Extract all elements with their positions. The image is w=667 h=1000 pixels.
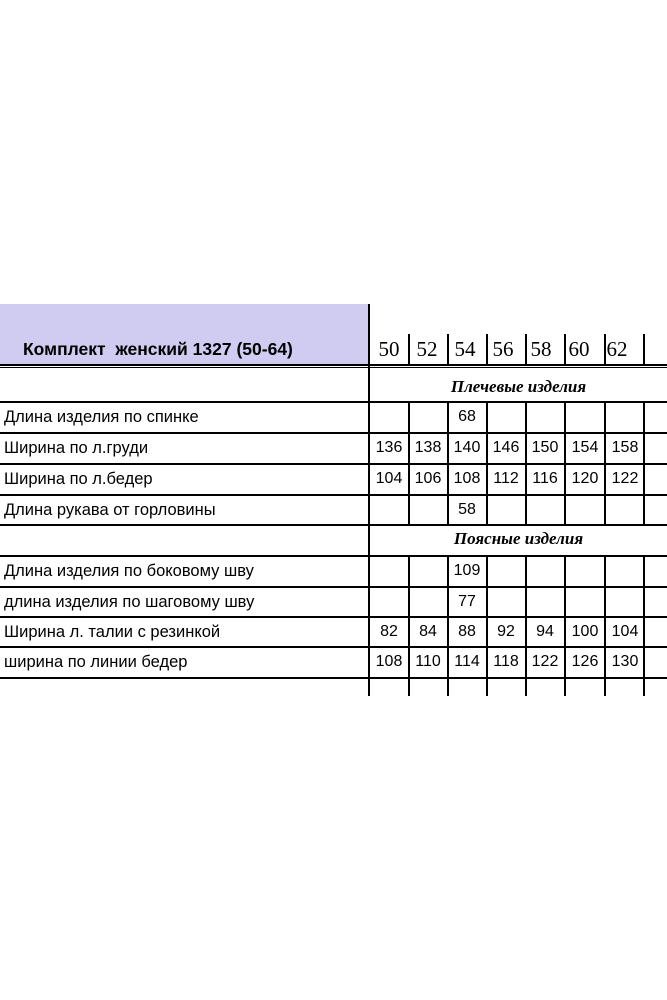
row-value: 116 bbox=[532, 470, 558, 487]
header-bottom-line bbox=[0, 364, 667, 366]
row-value bbox=[606, 556, 644, 586]
row-label: Длина изделия по спинке bbox=[4, 407, 199, 426]
grid-line bbox=[0, 494, 667, 496]
section-title-lower: Поясные изделия bbox=[453, 529, 584, 548]
row-label: длина изделия по шаговому шву bbox=[4, 592, 255, 611]
grid-line-v bbox=[564, 401, 566, 524]
grid-line bbox=[0, 586, 667, 588]
grid-line-v bbox=[408, 555, 410, 696]
grid-line-v bbox=[447, 555, 449, 696]
grid-line-v bbox=[525, 555, 527, 696]
row-value: 118 bbox=[493, 653, 519, 670]
row-value bbox=[566, 402, 604, 432]
row-value: 77 bbox=[458, 593, 476, 610]
row-value bbox=[409, 402, 447, 432]
grid-line bbox=[0, 616, 667, 618]
table-row bbox=[0, 433, 667, 463]
row-value: 158 bbox=[611, 439, 639, 456]
row-label: ширина по линии бедер bbox=[4, 652, 188, 671]
row-label: Ширина по л.бедер bbox=[4, 469, 153, 488]
row-value: 104 bbox=[375, 470, 403, 487]
grid-line-v bbox=[447, 401, 449, 524]
row-value bbox=[370, 495, 408, 525]
row-value: 114 bbox=[454, 653, 480, 670]
row-value: 122 bbox=[531, 653, 559, 670]
row-value: 136 bbox=[375, 439, 403, 456]
row-value: 112 bbox=[493, 470, 519, 487]
row-value: 126 bbox=[571, 653, 599, 670]
chart-title: Комплект женский 1327 (50-64) bbox=[23, 339, 293, 359]
row-value: 120 bbox=[571, 470, 599, 487]
table-row bbox=[0, 617, 667, 647]
row-value bbox=[487, 495, 525, 525]
row-value: 58 bbox=[458, 501, 476, 518]
row-value bbox=[566, 556, 604, 586]
row-value bbox=[487, 556, 525, 586]
table-row bbox=[0, 402, 667, 432]
row-value: 82 bbox=[380, 623, 398, 640]
row-value bbox=[526, 556, 564, 586]
row-value: 130 bbox=[611, 653, 639, 670]
table-row bbox=[0, 464, 667, 494]
row-value: 110 bbox=[415, 653, 441, 670]
row-value bbox=[409, 495, 447, 525]
grid-line-v bbox=[564, 334, 566, 364]
row-value: 84 bbox=[419, 623, 437, 640]
row-value bbox=[370, 556, 408, 586]
grid-line-v bbox=[486, 401, 488, 524]
grid-line-v bbox=[486, 334, 488, 364]
table-row bbox=[0, 647, 667, 677]
size-header: 56 bbox=[492, 336, 514, 361]
row-value: 140 bbox=[453, 439, 481, 456]
row-label: Ширина л. талии с резинкой bbox=[4, 622, 221, 641]
row-value bbox=[566, 495, 604, 525]
grid-line-v bbox=[447, 334, 449, 364]
table-row bbox=[0, 587, 667, 617]
size-header: 62 bbox=[606, 336, 628, 361]
row-label: Длина изделия по боковому шву bbox=[4, 561, 254, 580]
grid-line-v bbox=[486, 555, 488, 696]
grid-line-v bbox=[604, 555, 606, 696]
row-value: 92 bbox=[497, 623, 515, 640]
row-value bbox=[526, 495, 564, 525]
row-value: 138 bbox=[414, 439, 442, 456]
row-value: 104 bbox=[611, 623, 639, 640]
grid-line-v bbox=[564, 555, 566, 696]
grid-line-v bbox=[604, 401, 606, 524]
size-header: 58 bbox=[530, 336, 552, 361]
grid-line bbox=[0, 555, 667, 557]
row-value bbox=[606, 587, 644, 617]
grid-line bbox=[0, 646, 667, 648]
row-label: Длина рукава от горловины bbox=[4, 500, 216, 519]
row-value: 146 bbox=[492, 439, 520, 456]
table-row bbox=[0, 556, 667, 586]
size-header: 50 bbox=[378, 336, 400, 361]
row-value: 150 bbox=[531, 439, 559, 456]
grid-line-v bbox=[408, 334, 410, 364]
row-value: 88 bbox=[458, 623, 476, 640]
row-value: 68 bbox=[458, 408, 476, 425]
grid-line-v bbox=[525, 334, 527, 364]
grid-line-v bbox=[643, 401, 645, 524]
row-value: 94 bbox=[536, 623, 554, 640]
grid-line bbox=[0, 677, 667, 679]
row-value bbox=[370, 402, 408, 432]
row-value bbox=[487, 587, 525, 617]
row-value bbox=[409, 587, 447, 617]
row-value: 108 bbox=[375, 653, 403, 670]
row-value: 109 bbox=[453, 562, 481, 579]
grid-line-v bbox=[604, 334, 606, 364]
size-header: 54 bbox=[454, 336, 476, 361]
grid-line-v bbox=[525, 401, 527, 524]
row-value: 154 bbox=[571, 439, 599, 456]
grid-line bbox=[0, 432, 667, 434]
grid-line-v bbox=[368, 304, 370, 696]
row-value bbox=[370, 587, 408, 617]
row-value bbox=[606, 402, 644, 432]
grid-line-v bbox=[643, 555, 645, 696]
row-value: 122 bbox=[611, 470, 639, 487]
row-value bbox=[606, 495, 644, 525]
row-value: 106 bbox=[414, 470, 442, 487]
row-value: 108 bbox=[453, 470, 481, 487]
row-value bbox=[526, 402, 564, 432]
size-header: 52 bbox=[416, 336, 438, 361]
grid-line-v bbox=[408, 401, 410, 524]
size-header: 60 bbox=[568, 336, 590, 361]
row-value: 100 bbox=[571, 623, 599, 640]
header-bottom-line-double bbox=[0, 367, 667, 368]
row-value bbox=[566, 587, 604, 617]
size-header-row bbox=[370, 334, 667, 364]
grid-line bbox=[0, 463, 667, 465]
row-label: Ширина по л.груди bbox=[4, 438, 149, 457]
grid-line-v bbox=[643, 334, 645, 364]
grid-line bbox=[0, 401, 667, 403]
row-value bbox=[487, 402, 525, 432]
row-value bbox=[409, 556, 447, 586]
section-title-upper: Плечевые изделия bbox=[450, 377, 587, 396]
row-value bbox=[526, 587, 564, 617]
grid-line bbox=[0, 524, 667, 526]
table-row bbox=[0, 495, 667, 525]
